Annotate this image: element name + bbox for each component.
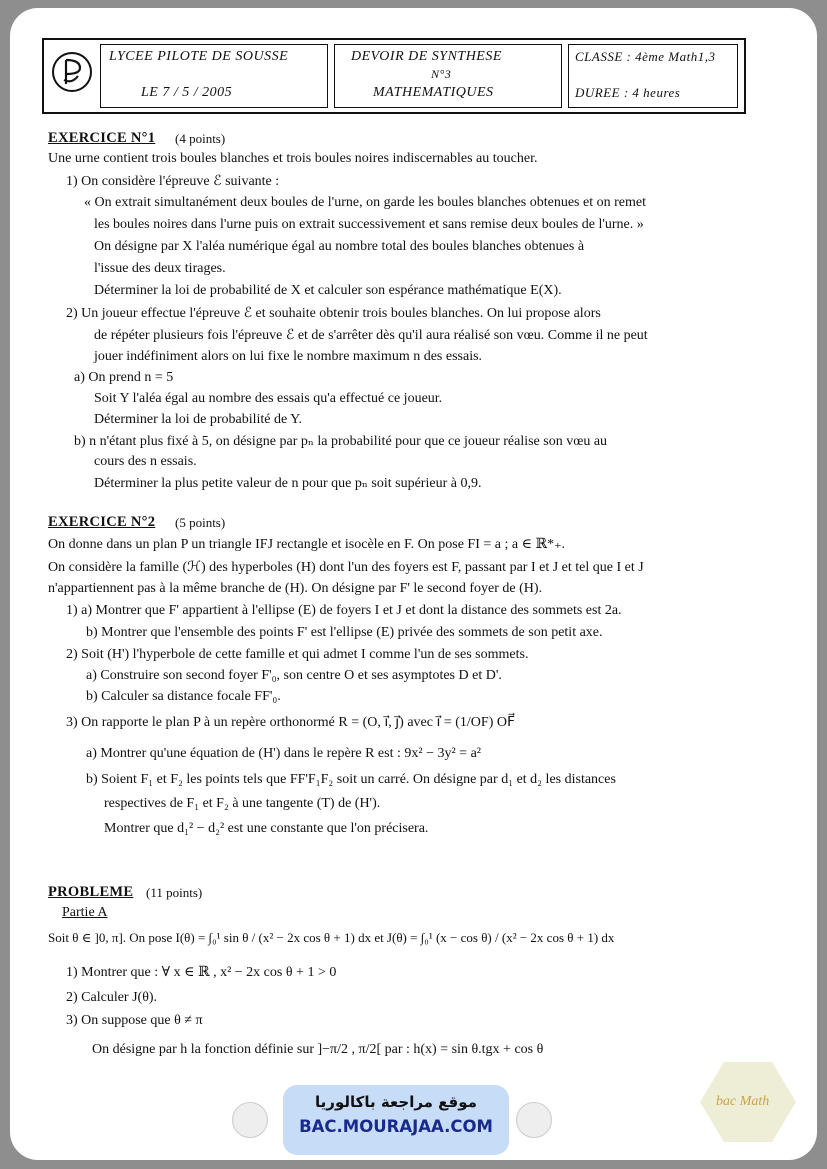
- ex1-line: l'issue des deux tirages.: [94, 261, 226, 276]
- ex2-line: respectives de F₁ et F₂ à une tangente (T) de (H').: [104, 796, 381, 811]
- ex2-line: a) Construire son second foyer F'₀, son centre O et ses asymptotes D et D'.: [86, 668, 502, 683]
- problem-points: (11 points): [146, 885, 203, 900]
- ex1-line: cours des n essais.: [94, 454, 197, 469]
- ex1-line: Déterminer la plus petite valeur de n pour que pₙ soit supérieur à 0,9.: [94, 476, 482, 491]
- problem-line: On désigne par h la fonction définie sur ]−π/2 , π/2[ par : h(x) = sin θ.tgx + cos θ: [92, 1042, 544, 1057]
- ex1-line: a) On prend n = 5: [74, 370, 174, 385]
- ex1-title: EXERCICE N°1: [48, 130, 156, 146]
- ex2-line: b) Montrer que l'ensemble des points F' est l'ellipse (E) privée des sommets de son petit axe.: [86, 625, 603, 640]
- problem-title: PROBLEME: [48, 884, 134, 900]
- site-arabic-name: موقع مراجعة باكالوريا: [315, 1093, 477, 1111]
- school-box: [100, 44, 328, 108]
- problem-line: 3) On suppose que θ ≠ π: [66, 1013, 203, 1028]
- ex2-line: Montrer que d₁² − d₂² est une constante que l'on précisera.: [104, 821, 429, 836]
- exam-title: DEVOIR DE SYNTHESE: [351, 49, 502, 64]
- problem-line: 2) Calculer J(θ).: [66, 990, 158, 1005]
- logo-text: bac Math: [716, 1094, 770, 1109]
- ex1-line: Une urne contient trois boules blanches et trois boules noires indiscernables au toucher.: [48, 151, 538, 166]
- exam-subject: MATHEMATIQUES: [373, 85, 494, 100]
- ex2-line: n'appartiennent pas à la même branche de (H). On désigne par F' le second foyer de (H).: [48, 581, 543, 596]
- class-box: [568, 44, 738, 108]
- ex2-points: (5 points): [175, 515, 226, 530]
- exam-number: N°3: [431, 67, 452, 81]
- ex2-line: On considère la famille (ℋ) des hyperboles (H) dont l'un des foyers est F, passant par I et J et tel que I et J: [48, 560, 644, 575]
- ex1-line: les boules noires dans l'urne puis on extrait successivement et sans remise deux boules de l'urne. »: [94, 217, 644, 232]
- ex2-line: a) Montrer qu'une équation de (H') dans le repère R est : 9x² − 3y² = a²: [86, 746, 481, 761]
- ex2-title: EXERCICE N°2: [48, 514, 156, 530]
- exam-box: [334, 44, 562, 108]
- ex1-line: b) n n'étant plus fixé à 5, on désigne par pₙ la probabilité pour que ce joueur réalise son vœu au: [74, 434, 608, 449]
- ex2-line: b) Calculer sa distance focale FF'₀.: [86, 689, 281, 704]
- bac-math-logo: [698, 1060, 798, 1144]
- ex1-line: Déterminer la loi de probabilité de Y.: [94, 412, 302, 427]
- site-badge-icon: [516, 1102, 552, 1138]
- problem-line: 1) Montrer que : ∀ x ∈ ℝ , x² − 2x cos θ + 1 > 0: [66, 965, 337, 980]
- site-banner[interactable]: [283, 1085, 509, 1155]
- ex1-line: de répéter plusieurs fois l'épreuve ℰ et de s'arrêter dès qu'il aura réalisé son vœu. Comme il ne peut: [94, 328, 648, 343]
- part-a: Partie A: [62, 905, 108, 920]
- ex1-line: 1) On considère l'épreuve ℰ suivante :: [66, 174, 280, 189]
- ex2-line: 3) On rapporte le plan P à un repère orthonormé R = (O, i⃗, j⃗) avec i⃗ = (1/OF) OF⃗: [66, 715, 516, 730]
- site-url[interactable]: BAC.MOURAJAA.COM: [299, 1117, 493, 1136]
- ex2-line: On donne dans un plan P un triangle IFJ rectangle et isocèle en F. On pose FI = a ; a ∈ ℝ*₊.: [48, 537, 565, 552]
- ex1-line: jouer indéfiniment alors on lui fixe le nombre maximum n des essais.: [94, 349, 483, 364]
- exam-date: LE 7 / 5 / 2005: [141, 85, 233, 100]
- school-name: LYCEE PILOTE DE SOUSSE: [109, 49, 289, 64]
- header-box: [42, 38, 746, 114]
- class-label: CLASSE : 4ème Math1,3: [575, 49, 716, 64]
- ex2-line: b) Soient F₁ et F₂ les points tels que FF'F₁F₂ soit un carré. On désigne par d₁ et d₂ les distances: [86, 772, 616, 787]
- ex1-line: Déterminer la loi de probabilité de X et calculer son espérance mathématique E(X).: [94, 283, 562, 298]
- ex1-line: Soit Y l'aléa égal au nombre des essais qu'a effectué ce joueur.: [94, 391, 443, 406]
- ex2-line: 2) Soit (H') l'hyperbole de cette famille et qui admet I comme l'un de ses sommets.: [66, 647, 529, 662]
- ex2-line: 1) a) Montrer que F' appartient à l'ellipse (E) de foyers I et J et dont la distance des sommets est 2a.: [66, 603, 622, 618]
- ex1-line: On désigne par X l'aléa numérique égal au nombre total des boules blanches obtenues à: [94, 239, 585, 254]
- duration: DUREE : 4 heures: [575, 85, 681, 100]
- ex1-points: (4 points): [175, 131, 226, 146]
- ex1-line: « On extrait simultanément deux boules de l'urne, on garde les boules blanches obtenues et on remet: [84, 195, 646, 210]
- site-badge-icon: [232, 1102, 268, 1138]
- exam-page: [10, 8, 817, 1160]
- school-logo: [50, 50, 94, 94]
- ex1-line: 2) Un joueur effectue l'épreuve ℰ et souhaite obtenir trois boules blanches. On lui propose alors: [66, 306, 601, 321]
- problem-line: Soit θ ∈ ]0, π]. On pose I(θ) = ∫₀¹ sin θ / (x² − 2x cos θ + 1) dx et J(θ) = ∫₀¹ (x − cos θ) / (x² − 2x cos θ + 1) dx: [48, 930, 615, 945]
